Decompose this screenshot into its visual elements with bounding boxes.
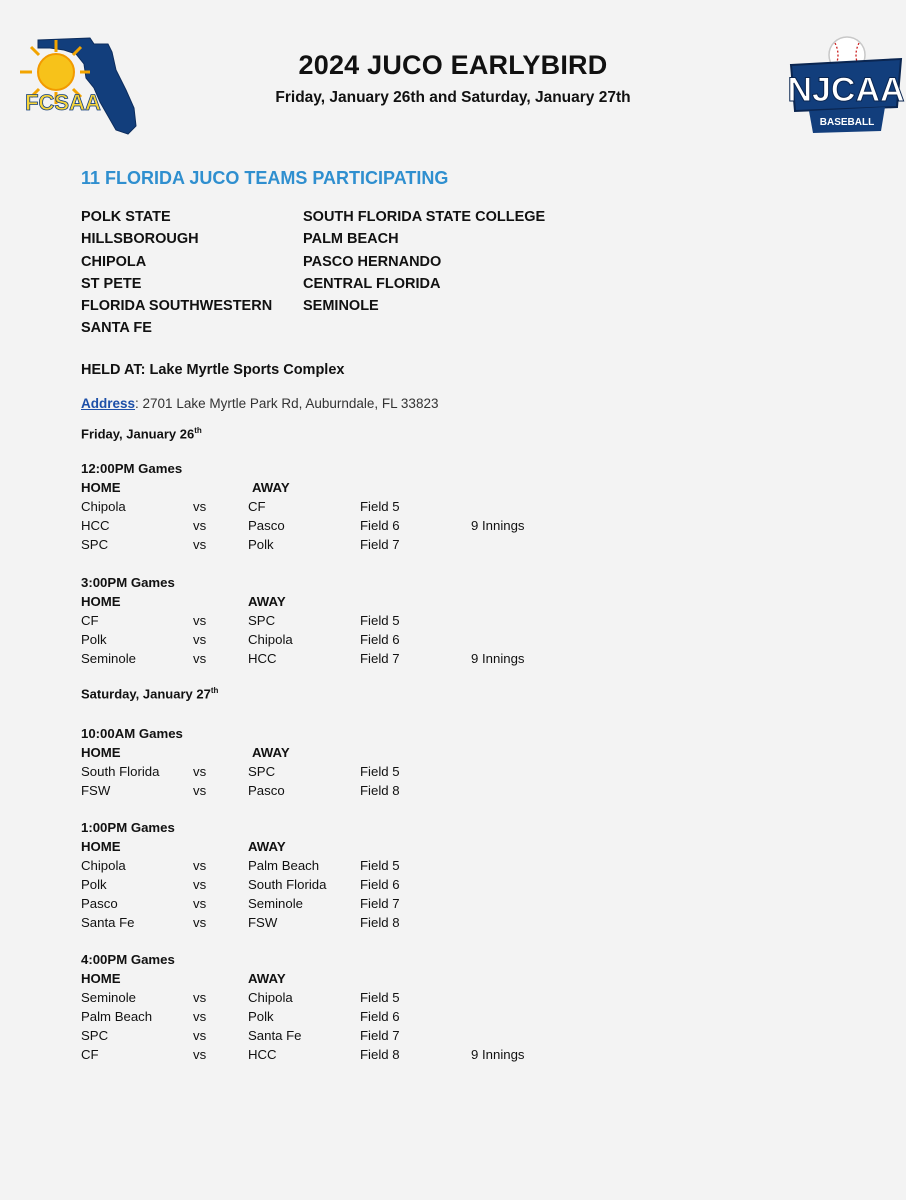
game-block-12pm bbox=[81, 459, 601, 554]
game-block-1pm bbox=[81, 818, 601, 932]
game-row: SPC vs Polk Field 7 bbox=[81, 537, 400, 552]
game-row: CF vs SPC Field 5 bbox=[81, 613, 400, 628]
day-heading-saturday: Saturday, January 27th bbox=[81, 686, 219, 702]
block-header: HOME AWAY bbox=[81, 971, 286, 986]
game-row: Seminole vs Chipola Field 5 bbox=[81, 990, 400, 1005]
game-row: Palm Beach vs Polk Field 6 bbox=[81, 1009, 400, 1024]
game-row: Pasco vs Seminole Field 7 bbox=[81, 896, 400, 911]
page-subtitle: Friday, January 26th and Saturday, January 27th bbox=[275, 89, 631, 106]
venue-address bbox=[81, 396, 438, 411]
page-title: 2024 JUCO EARLYBIRD bbox=[298, 50, 608, 80]
svg-text:BASEBALL: BASEBALL bbox=[819, 117, 875, 128]
game-row: FSW vs Pasco Field 8 bbox=[81, 783, 400, 798]
address-link[interactable]: Address bbox=[81, 396, 136, 411]
block-title: 12:00PM Games bbox=[81, 461, 183, 476]
fcsaa-logo bbox=[20, 30, 145, 140]
block-header: HOME AWAY bbox=[81, 480, 290, 495]
florida-sun-icon bbox=[20, 30, 145, 140]
team-name: CHIPOLA bbox=[81, 253, 147, 270]
team-name: SANTA FE bbox=[81, 320, 152, 337]
address-text: : 2701 Lake Myrtle Park Rd, Auburndale, FL 33823 bbox=[135, 396, 439, 411]
game-row: South Florida vs SPC Field 5 bbox=[81, 764, 400, 779]
team-name: ST PETE bbox=[81, 275, 142, 292]
block-header: HOME AWAY bbox=[81, 594, 286, 609]
team-name: SEMINOLE bbox=[303, 298, 379, 315]
game-row: Chipola vs CF Field 5 bbox=[81, 499, 400, 514]
game-row: Seminole vs HCC Field 7 9 Innings bbox=[81, 651, 525, 666]
day-heading-friday: Friday, January 26th bbox=[81, 426, 202, 442]
game-row: SPC vs Santa Fe Field 7 bbox=[81, 1028, 400, 1043]
team-name: PASCO HERNANDO bbox=[303, 253, 442, 270]
game-row: Chipola vs Palm Beach Field 5 bbox=[81, 858, 400, 873]
teams-heading: 11 FLORIDA JUCO TEAMS PARTICIPATING bbox=[81, 168, 449, 188]
game-block-4pm bbox=[81, 950, 601, 1064]
team-name: POLK STATE bbox=[81, 209, 171, 225]
team-name: PALM BEACH bbox=[303, 231, 399, 248]
team-name: SOUTH FLORIDA STATE COLLEGE bbox=[303, 209, 546, 225]
block-title: 1:00PM Games bbox=[81, 820, 175, 835]
block-title: 4:00PM Games bbox=[81, 952, 175, 967]
teams-list-left bbox=[81, 206, 272, 340]
svg-text:FCSAA: FCSAA bbox=[25, 90, 101, 115]
game-block-3pm bbox=[81, 573, 601, 668]
team-name: FLORIDA SOUTHWESTERN bbox=[81, 298, 273, 315]
game-row: Polk vs Chipola Field 6 bbox=[81, 632, 400, 647]
game-row: Santa Fe vs FSW Field 8 bbox=[81, 915, 400, 930]
block-title: 10:00AM Games bbox=[81, 726, 183, 741]
team-name: CENTRAL FLORIDA bbox=[303, 275, 441, 292]
block-header: HOME AWAY bbox=[81, 745, 290, 760]
game-block-10am bbox=[81, 724, 601, 800]
block-title: 3:00PM Games bbox=[81, 575, 175, 590]
teams-list-right bbox=[303, 206, 545, 317]
game-row: HCC vs Pasco Field 6 9 Innings bbox=[81, 518, 525, 533]
team-name: HILLSBOROUGH bbox=[81, 231, 199, 248]
block-header: HOME AWAY bbox=[81, 839, 286, 854]
venue-heading: HELD AT: Lake Myrtle Sports Complex bbox=[81, 362, 345, 378]
svg-text:NJCAA: NJCAA bbox=[787, 71, 905, 109]
game-row: CF vs HCC Field 8 9 Innings bbox=[81, 1047, 525, 1062]
game-row: Polk vs South Florida Field 6 bbox=[81, 877, 400, 892]
